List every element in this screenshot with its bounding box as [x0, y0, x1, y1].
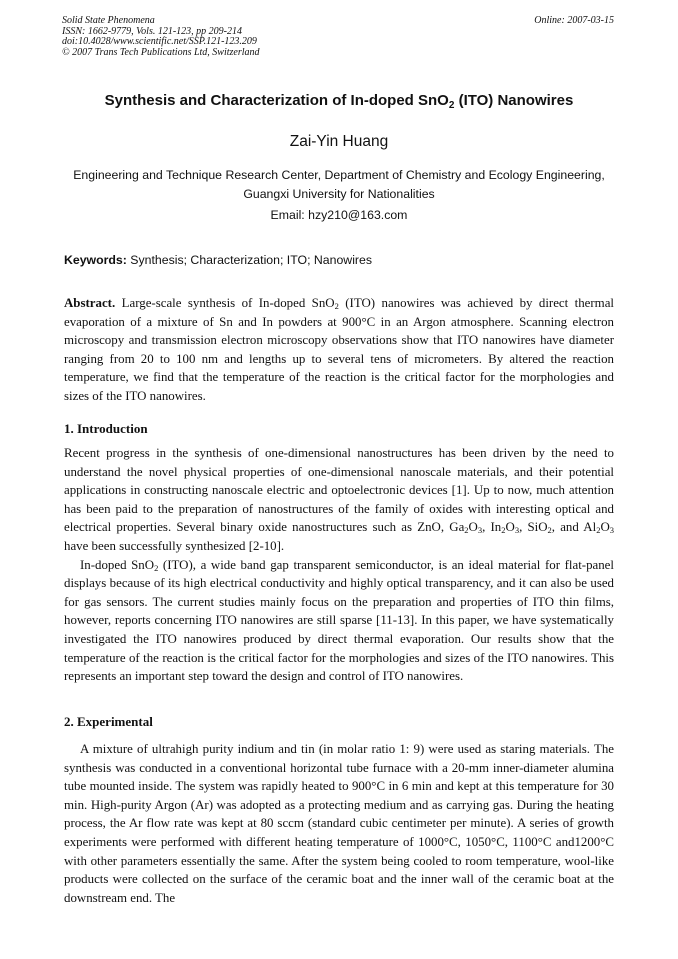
copyright-line: © 2007 Trans Tech Publications Ltd, Switzerland — [62, 46, 260, 58]
paper-title: Synthesis and Characterization of In-doped SnO$_2$ (ITO) Nanowires — [104, 92, 574, 111]
issn-line: ISSN: 1662-9779, Vols. 121-123, pp 209-214 — [62, 25, 242, 37]
author-name: Zai-Yin Huang — [289, 133, 389, 150]
journal-name: Solid State Phenomena — [62, 15, 155, 26]
section-heading-introduction: 1. Introduction — [64, 421, 148, 436]
section-heading-experimental: 2. Experimental — [64, 714, 153, 729]
introduction-body — [64, 444, 614, 686]
affiliation — [40, 166, 638, 204]
affiliation-line: Engineering and Technique Research Center, Department of Chemistry and Ecology Engineering, — [73, 168, 605, 182]
affiliation-line: Guangxi University for Nationalities — [243, 187, 435, 201]
keywords-label: Keywords: — [64, 253, 127, 267]
keywords — [64, 253, 372, 267]
author-email: Email: hzy210@163.com — [270, 208, 408, 222]
keywords-text: Synthesis; Characterization; ITO; Nanowires — [126, 253, 373, 267]
paragraph: A mixture of ultrahigh purity indium and tin (in molar ratio 1: 9) were used as staring materials. The synthesis was conducted in a conventional horizontal tube furnace with a 20-mm inner-diameter alumina tube mounted inside. The system was rapidly heated to 900°C in 6 min and kept at this temperature for 30 min. High-purity Argon (Ar) was adopted as a protecting medium and as carrying gas. During the heating process, the Ar flow rate was kept at 80 sccm (standard cubic centimeter per minute). A series of growth experiments were performed with different heating temperature of 1000°C, 1050°C, 1100°C and1200°C with other parameters essentially the same. After the system being cooled to room temperature, wool-like products were collected on the surface of the ceramic boat and the inner wall of the ceramic boat at the downstream end. The — [64, 742, 614, 905]
paragraph: Recent progress in the synthesis of one-dimensional nanostructures has been driven by the need to understand the novel physical properties of one-dimensional nanoscale materials, and their potential applications in constructing nanoscale electric and optoelectronic devices [1]. Up to now, much attention has been paid to the preparation of nanostructures of the family of oxides with interesting optical and electrical properties. Several binary oxide nanostructures such as ZnO, $Ga_2O_3$, $In_2O_3$, SiO$_2$, and $Al_2O_3$ have been successfully synthesized [2-10]. — [64, 446, 614, 553]
journal-header — [62, 16, 260, 58]
paragraph: In-doped SnO$_2$ (ITO), a wide band gap transparent semiconductor, is an ideal material for flat-panel displays because of its high electrical conductivity and highly optical transparency, and it can also be used for gas sensors. The current studies mainly focus on the preparation and properties of ITO thin films, however, reports concerning ITO nanowires are still sparse [11-13]. In this paper, we have systematically investigated the ITO nanowires produced by direct thermal evaporation. Our results show that the temperature of the reaction is the critical factor for the morphologies and sizes of the ITO nanowires. This represents an important step toward the design and control of ITO nanowires. — [64, 557, 614, 684]
abstract: Abstract. Large-scale synthesis of In-doped SnO$_2$ (ITO) nanowires was achieved by direct thermal evaporation of a mixture of Sn and In powders at 900°C in an Argon atmosphere. Scanning electron microscopy and transmission electron microscopy observations show that ITO nanowires have diameter ranging from 20 to 100 nm and lengths up to several tens of micrometers. By altered the reaction temperature, we find that the temperature of the reaction is the critical factor for the morphologies and sizes of the ITO nanowires. — [64, 296, 614, 403]
abstract-label: Abstract. — [64, 296, 116, 310]
online-date: Online: 2007-03-15 — [534, 15, 614, 26]
experimental-body — [64, 740, 614, 907]
doi-line: doi:10.4028/www.scientific.net/SSP.121-123.209 — [62, 36, 257, 47]
